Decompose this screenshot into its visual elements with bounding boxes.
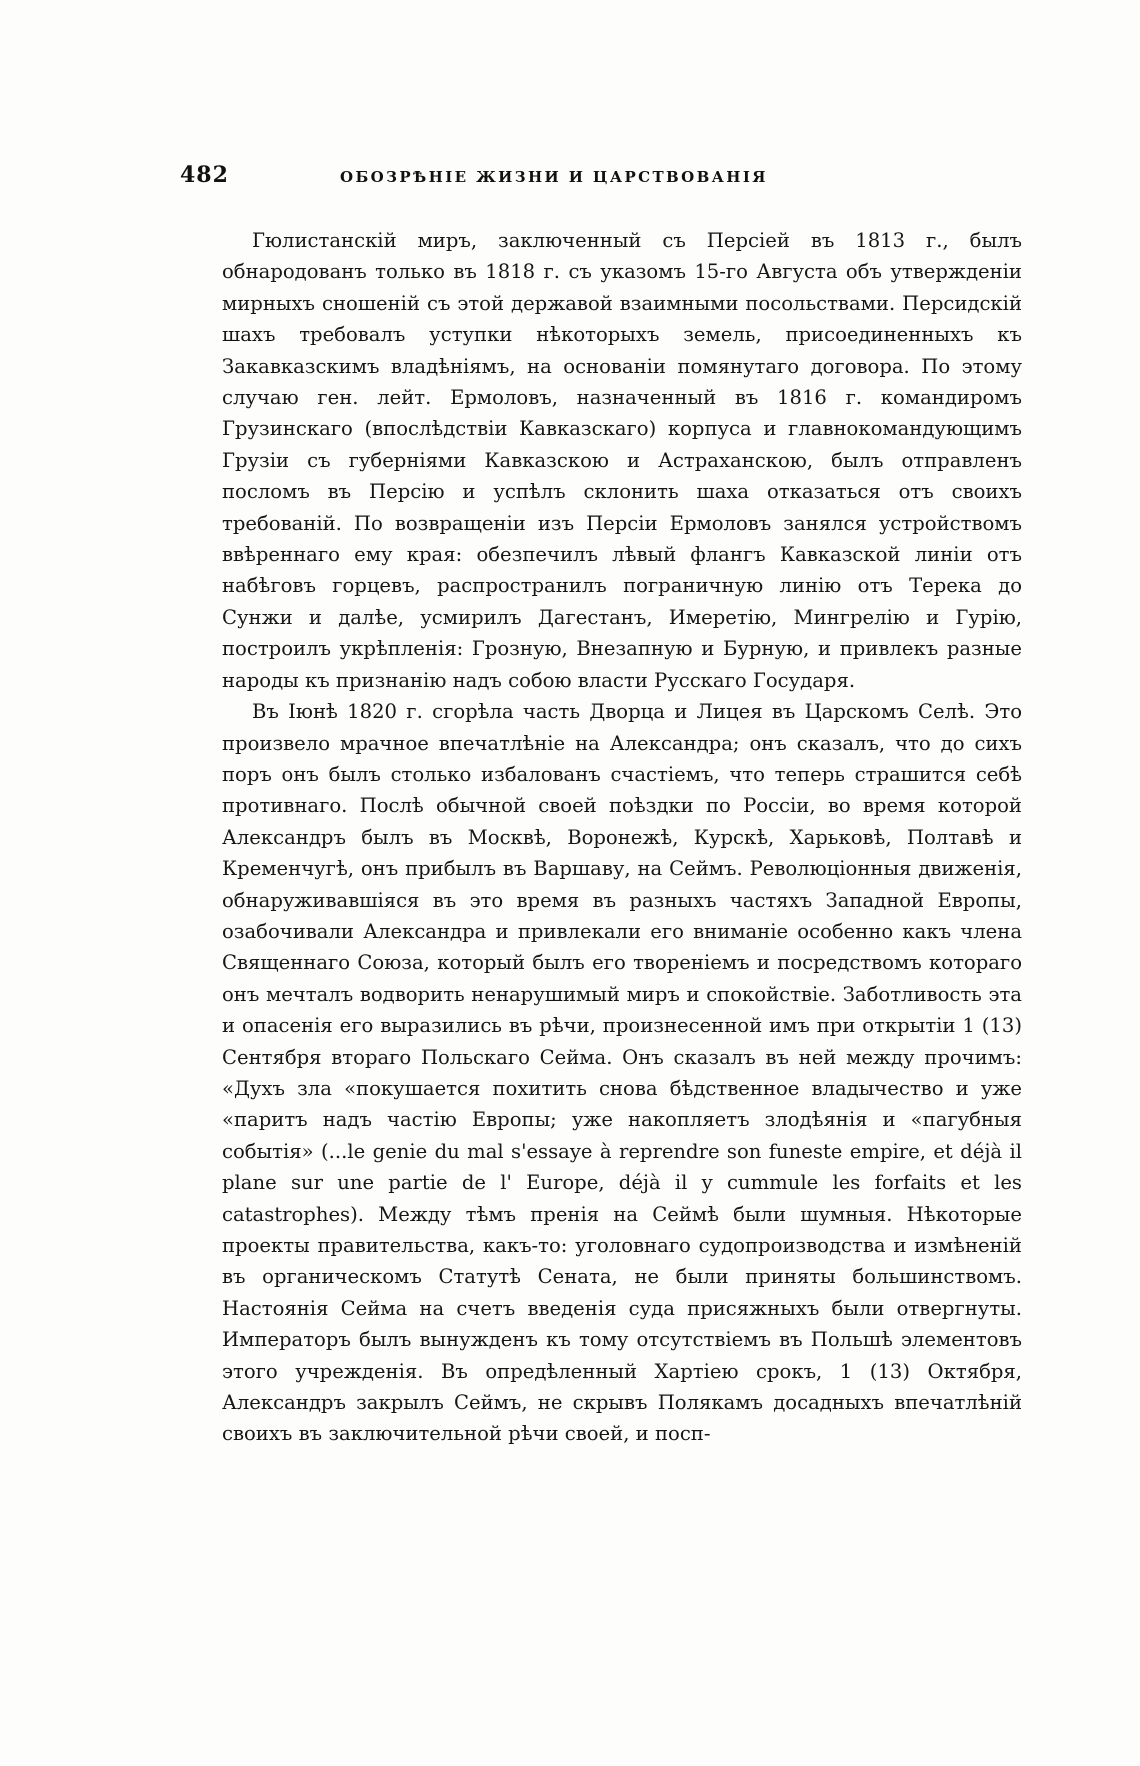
running-head: ОБОЗРѢНІЕ ЖИЗНИ И ЦАРСТВОВАНІЯ [340, 168, 768, 186]
paragraph: Гюлистанскій миръ, заключенный съ Персіей въ 1813 г., былъ обнародованъ только въ 1818 г. съ указомъ 15-го Августа объ утвержденіи мирныхъ сношеній съ этой державой взаимными посольствами. Персидскій шахъ требовалъ уступки нѣкоторыхъ земель, присоединенныхъ къ Закавказскимъ владѣніямъ, на основаніи помянутаго договора. По этому случаю ген. лейт. Ермоловъ, назначенный въ 1816 г. командиромъ Грузинскаго (впослѣдствіи Кавказскаго) корпуса и главнокомандующимъ Грузіи съ губерніями Кавказскою и Астраханскою, былъ отправленъ посломъ въ Персію и успѣлъ склонить шаха отказаться отъ своихъ требованій. По возвращеніи изъ Персіи Ермоловъ занялся устройствомъ ввѣреннаго ему края: обезпечилъ лѣвый флангъ Кавказской линіи отъ набѣговъ горцевъ, распространилъ пограничную линію отъ Терека до Сунжи и далѣе, усмирилъ Дагестанъ, Имеретію, Мингрелію и Гурію, построилъ укрѣпленія: Грозную, Внезапную и Бурную, и привлекъ разные народы къ признанію надъ собою власти Русскаго Государя. [222, 229, 1022, 692]
paragraph: Въ Іюнѣ 1820 г. сгорѣла часть Дворца и Лицея въ Царскомъ Селѣ. Это произвело мрачное впечатлѣніе на Александра; онъ сказалъ, что до сихъ поръ онъ былъ столько избалованъ счастіемъ, что теперь страшится себѣ противнаго. Послѣ обычной своей поѣздки по Россіи, во время которой Александръ былъ въ Москвѣ, Воронежѣ, Курскѣ, Харьковѣ, Полтавѣ и Кременчугѣ, онъ прибылъ въ Варшаву, на Сеймъ. Революціонныя движенія, обнаруживавшіяся въ это время въ разныхъ частяхъ Западной Европы, озабочивали Александра и привлекали его вниманіе особенно какъ члена Священнаго Союза, который былъ его твореніемъ и посредствомъ котораго онъ мечталъ водворить ненарушимый миръ и спокойствіе. Заботливость эта и опасенія его выразились въ рѣчи, произнесенной имъ при открытіи 1 (13) Сентября втораго Польскаго Сейма. Онъ сказалъ въ ней между прочимъ: «Духъ зла «покушается похитить снова бѣдственное владычество и уже «паритъ надъ частію Европы; уже накопляетъ злодѣянія и «пагубныя событія» (...le genie du mal s'essaye à reprendre son funeste empire, et déjà il plane sur une partie de l' Europe, déjà il y cummule les forfaits et les catastrophes). Между тѣмъ пренія на Сеймѣ были шумныя. Нѣкоторые проекты правительства, какъ-то: уголовнаго судопроизводства и измѣненій въ органическомъ Статутѣ Сената, не были приняты большинствомъ. Настоянія Сейма на счетъ введенія суда присяжныхъ были отвергнуты. Императоръ былъ вынужденъ къ тому отсутствіемъ въ Польшѣ элементовъ этого учрежденія. Въ опредѣленный Хартіею срокъ, 1 (13) Октября, Александръ закрылъ Сеймъ, не скрывъ Полякамъ досадныхъ впечатлѣній своихъ въ заключительной рѣчи своей, и посп- [222, 700, 1022, 1446]
body-text [222, 225, 1022, 1450]
page-number: 482 [180, 162, 229, 188]
